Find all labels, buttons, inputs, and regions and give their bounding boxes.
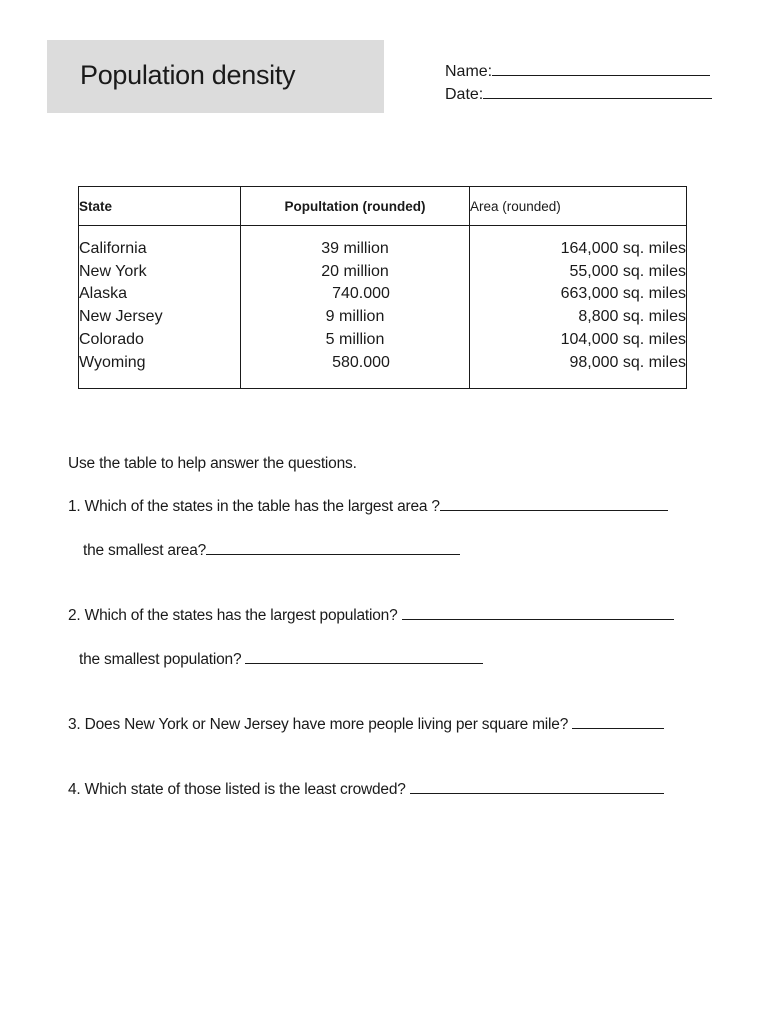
area-column — [470, 226, 687, 389]
table-header-row — [79, 187, 687, 226]
question-2-text: 2. Which of the states has the largest population? — [68, 607, 398, 624]
question-2 — [68, 607, 674, 625]
answer-2b-blank[interactable] — [245, 651, 483, 664]
answer-3-blank[interactable] — [572, 716, 664, 729]
state-cell: New Jersey — [79, 308, 163, 326]
name-label: Name: — [445, 63, 493, 80]
state-cell: Alaska — [79, 285, 128, 303]
area-cell: 98,000 sq. miles — [569, 353, 686, 371]
population-cell: 20 million — [321, 262, 389, 280]
question-4 — [68, 781, 664, 799]
page-title: Population density — [80, 60, 296, 90]
question-3-text: 3. Does New York or New Jersey have more people living per square mile? — [68, 716, 569, 733]
area-cell: 8,800 sq. miles — [578, 308, 686, 326]
area-cell: 104,000 sq. miles — [560, 330, 686, 348]
population-cell: 5 million — [325, 330, 385, 348]
population-table — [78, 186, 687, 389]
question-3 — [68, 716, 664, 734]
question-2b — [79, 651, 483, 669]
question-2b-text: the smallest population? — [79, 651, 242, 668]
state-cell: California — [79, 240, 147, 257]
question-1b — [83, 542, 460, 560]
state-cell: Colorado — [79, 330, 144, 348]
state-cell: New York — [79, 262, 147, 280]
answer-1-blank[interactable] — [440, 498, 668, 511]
date-blank[interactable] — [483, 84, 712, 99]
area-cell: 164,000 sq. miles — [560, 240, 686, 257]
answer-2-blank[interactable] — [402, 607, 674, 620]
state-column — [79, 226, 241, 389]
answer-4-blank[interactable] — [410, 781, 664, 794]
header-population: Popultation (rounded) — [241, 187, 470, 226]
area-cell: 55,000 sq. miles — [569, 262, 686, 280]
population-column — [241, 226, 470, 389]
date-label: Date: — [445, 86, 484, 103]
date-field[interactable] — [445, 84, 712, 104]
population-cell: 39 million — [321, 240, 389, 257]
population-cell: 9 million — [325, 308, 385, 326]
population-cell: 740.000 — [332, 285, 390, 303]
title-box — [47, 40, 384, 113]
area-cell: 663,000 sq. miles — [560, 285, 686, 303]
question-1-text: 1. Which of the states in the table has the largest area ? — [68, 498, 440, 515]
state-cell: Wyoming — [79, 353, 146, 371]
name-blank[interactable] — [492, 61, 710, 76]
question-1 — [68, 498, 668, 516]
name-field[interactable] — [445, 61, 710, 81]
header-state: State — [79, 187, 241, 226]
question-4-text: 4. Which state of those listed is the least crowded? — [68, 781, 406, 798]
answer-1b-blank[interactable] — [206, 542, 460, 555]
instructions: Use the table to help answer the questions. — [68, 455, 357, 472]
table-body-row — [79, 226, 687, 389]
header-area: Area (rounded) — [470, 187, 687, 226]
population-cell: 580.000 — [332, 353, 390, 371]
question-1b-text: the smallest area? — [83, 542, 207, 559]
